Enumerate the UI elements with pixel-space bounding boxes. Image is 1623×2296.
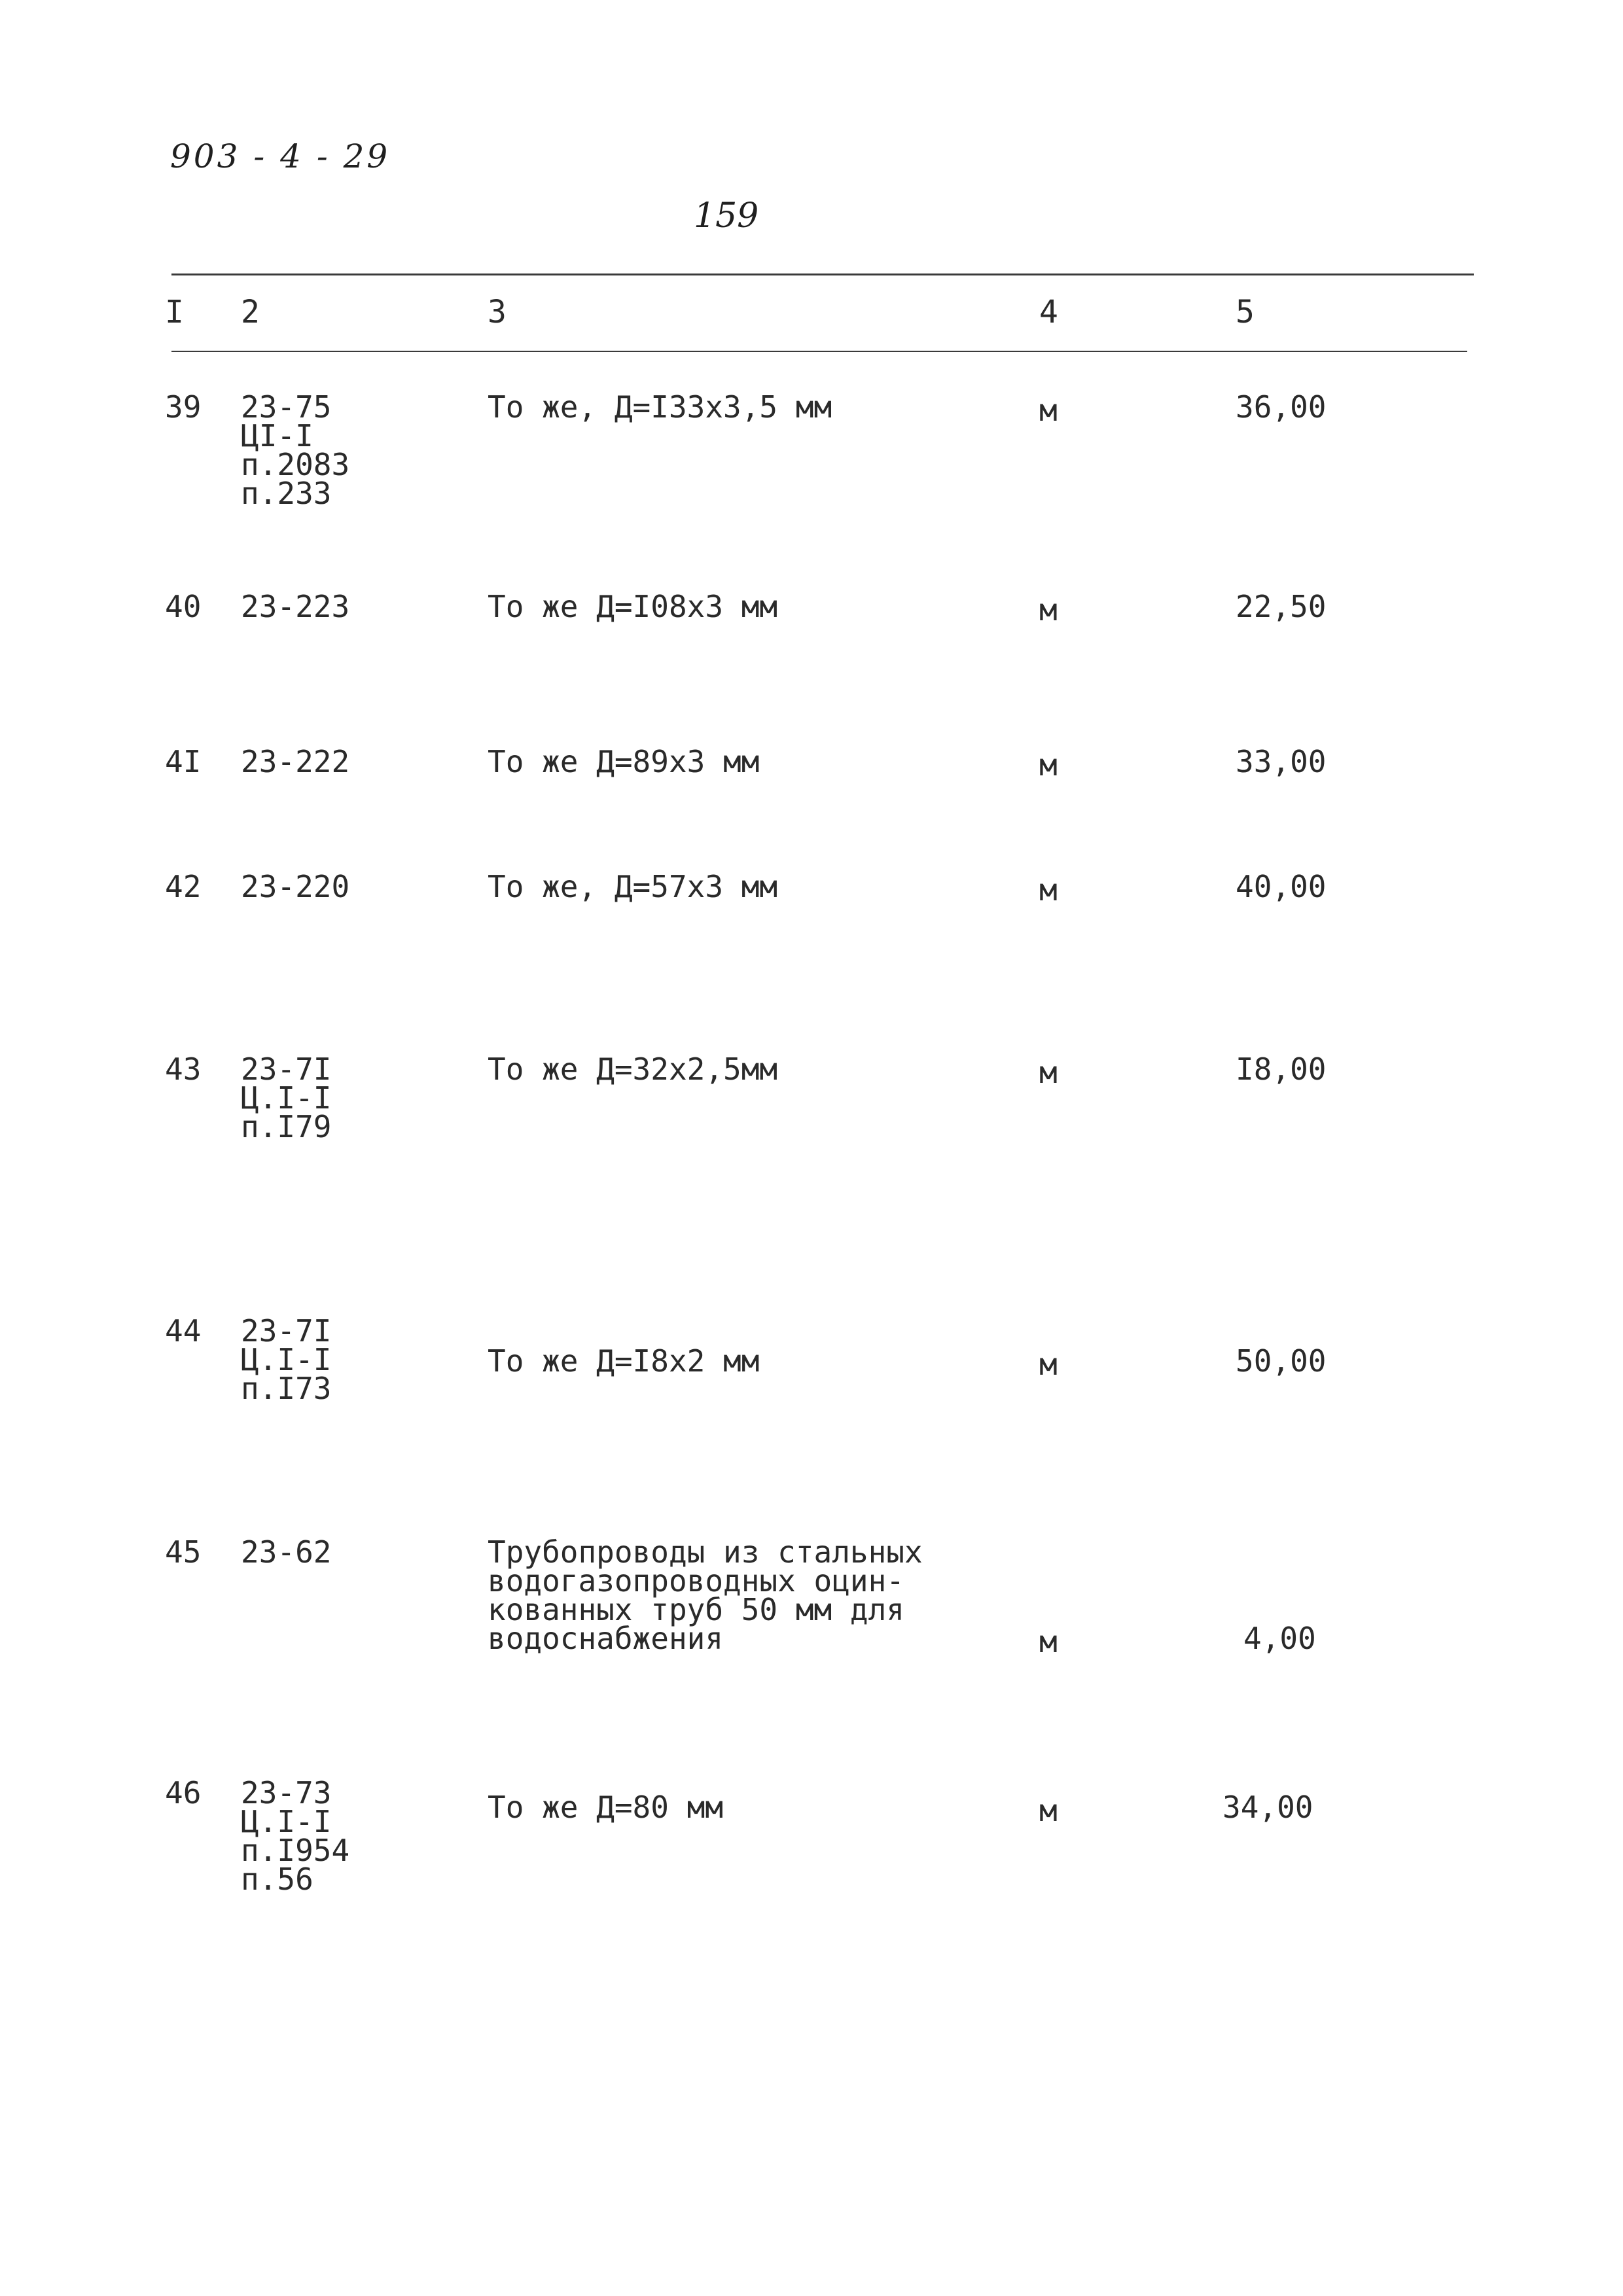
- row-description: То же Д=32х2,5мм: [488, 1051, 778, 1087]
- row-quantity: 22,50: [1236, 589, 1327, 624]
- row-quantity: 33,00: [1236, 744, 1327, 779]
- row-quantity: 50,00: [1236, 1343, 1327, 1379]
- row-code: 23-7I Ц.I-I п.I79: [241, 1051, 332, 1144]
- row-unit: м: [1039, 393, 1058, 428]
- row-code: 23-73 Ц.I-I п.I954 п.56: [241, 1775, 350, 1897]
- row-number: 39: [165, 389, 202, 425]
- row-description: То же Д=89х3 мм: [488, 744, 760, 779]
- row-code: 23-220: [241, 869, 350, 904]
- row-number: 45: [165, 1534, 202, 1570]
- row-quantity: 4,00: [1243, 1621, 1316, 1656]
- row-number: 40: [165, 589, 202, 624]
- row-number: 42: [165, 869, 202, 904]
- row-unit: м: [1039, 1055, 1058, 1090]
- column-header-5: 5: [1236, 294, 1255, 330]
- row-description: То же, Д=I33х3,5 мм: [488, 389, 832, 425]
- row-quantity: I8,00: [1236, 1051, 1327, 1087]
- row-unit: м: [1039, 592, 1058, 627]
- row-quantity: 36,00: [1236, 389, 1327, 425]
- row-code: 23-62: [241, 1534, 332, 1570]
- column-header-4: 4: [1039, 294, 1058, 330]
- row-quantity: 34,00: [1222, 1790, 1313, 1825]
- row-unit: м: [1039, 1793, 1058, 1828]
- row-unit: м: [1039, 1624, 1058, 1659]
- row-quantity: 40,00: [1236, 869, 1327, 904]
- row-code: 23-75 ЦI-I п.2083 п.233: [241, 389, 350, 511]
- row-number: 4I: [165, 744, 202, 779]
- row-description: То же Д=I08х3 мм: [488, 589, 778, 624]
- row-code: 23-223: [241, 589, 350, 624]
- column-header-2: 2: [241, 294, 260, 330]
- row-description: То же Д=80 мм: [488, 1790, 724, 1825]
- row-number: 46: [165, 1775, 202, 1810]
- row-number: 43: [165, 1051, 202, 1087]
- page-number: 159: [694, 196, 759, 236]
- table-top-rule: [171, 274, 1474, 275]
- table-header-rule: [171, 351, 1467, 352]
- column-header-3: 3: [488, 294, 507, 330]
- row-number: 44: [165, 1313, 202, 1349]
- row-description: То же Д=I8х2 мм: [488, 1343, 760, 1379]
- document-code: 903 - 4 - 29: [170, 137, 391, 175]
- row-unit: м: [1039, 1347, 1058, 1382]
- column-header-1: I: [165, 294, 184, 330]
- row-unit: м: [1039, 747, 1058, 783]
- row-code: 23-222: [241, 744, 350, 779]
- row-unit: м: [1039, 872, 1058, 908]
- row-description: Трубопроводы из стальных водогазопроводных оцин- кованных труб 50 мм для водоснабжения: [488, 1534, 923, 1656]
- row-code: 23-7I Ц.I-I п.I73: [241, 1313, 332, 1406]
- row-description: То же, Д=57х3 мм: [488, 869, 778, 904]
